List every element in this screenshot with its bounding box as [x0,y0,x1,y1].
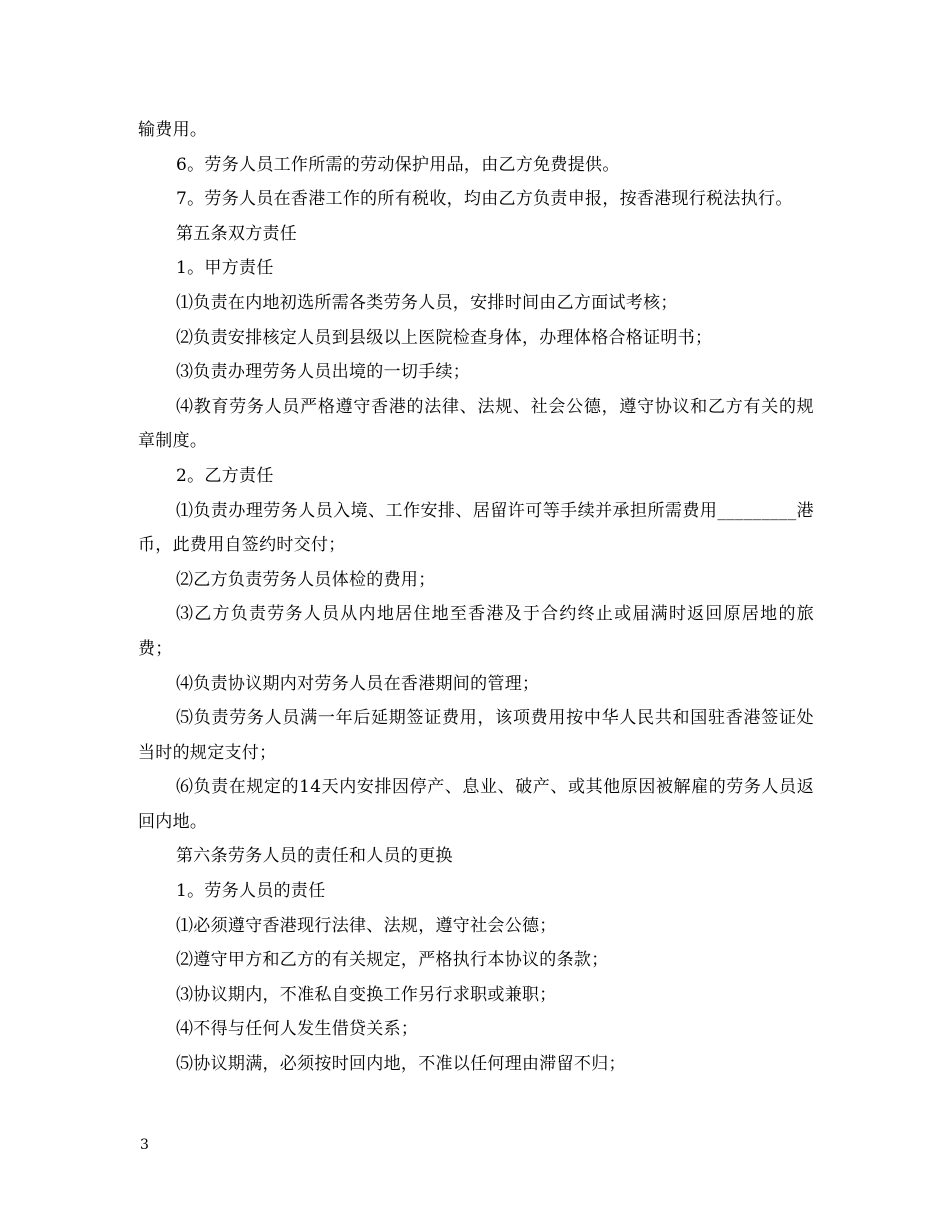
paragraph: ⑸负责劳务人员满一年后延期签证费用，该项费用按中华人民共和国驻香港签证处当时的规定支付； [138,708,814,763]
paragraph: ⑶乙方负责劳务人员从内地居住地至香港及于合约终止或届满时返回原居地的旅费； [138,604,814,659]
paragraph: ⑵乙方负责劳务人员体检的费用； [176,569,436,590]
page-number: 3 [140,1137,149,1153]
paragraph: ⑶协议期内，不准私自变换工作另行求职或兼职； [176,984,557,1005]
paragraph: ⑵负责安排核定人员到县级以上医院检查身体，办理体格合格证明书； [176,327,713,348]
paragraph: 1。甲方责任 [176,258,274,279]
paragraph: 2。乙方责任 [176,465,274,486]
paragraph: 第五条双方责任 [176,223,298,244]
paragraph: ⑵遵守甲方和乙方的有关规定，严格执行本协议的条款； [176,950,609,971]
paragraph: 输费用。 [138,120,208,140]
paragraph: 第六条劳务人员的责任和人员的更换 [176,846,453,867]
paragraph: ⑷教育劳务人员严格遵守香港的法律、法规、社会公德，遵守协议和乙方有关的规章制度。 [138,396,814,452]
paragraph: ⑴负责办理劳务人员入境、工作安排、居留许可等手续并承担所需费用_________港币，此费用自签约时交付； [138,500,814,556]
paragraph: ⑴负责在内地初选所需各类劳务人员，安排时间由乙方面试考核； [176,292,678,313]
paragraph: ⑹负责在规定的14天内安排因停产、息业、破产、或其他原因被解雇的劳务人员返回内地。 [138,777,814,832]
paragraph: ⑸协议期满，必须按时回内地，不准以任何理由滞留不归； [176,1054,626,1075]
paragraph: ⑷不得与任何人发生借贷关系； [176,1019,419,1040]
paragraph: ⑴必须遵守香港现行法律、法规，遵守社会公德； [176,915,557,936]
paragraph: ⑷负责协议期内对劳务人员在香港期间的管理； [176,673,540,694]
document-body [138,113,814,1082]
paragraph: 7。劳务人员在香港工作的所有税收，均由乙方负责申报，按香港现行税法执行。 [176,189,793,210]
paragraph: 1。劳务人员的责任 [176,881,326,902]
paragraph: 6。劳务人员工作所需的劳动保护用品，由乙方免费提供。 [176,154,620,175]
paragraph: ⑶负责办理劳务人员出境的一切手续； [176,362,471,383]
